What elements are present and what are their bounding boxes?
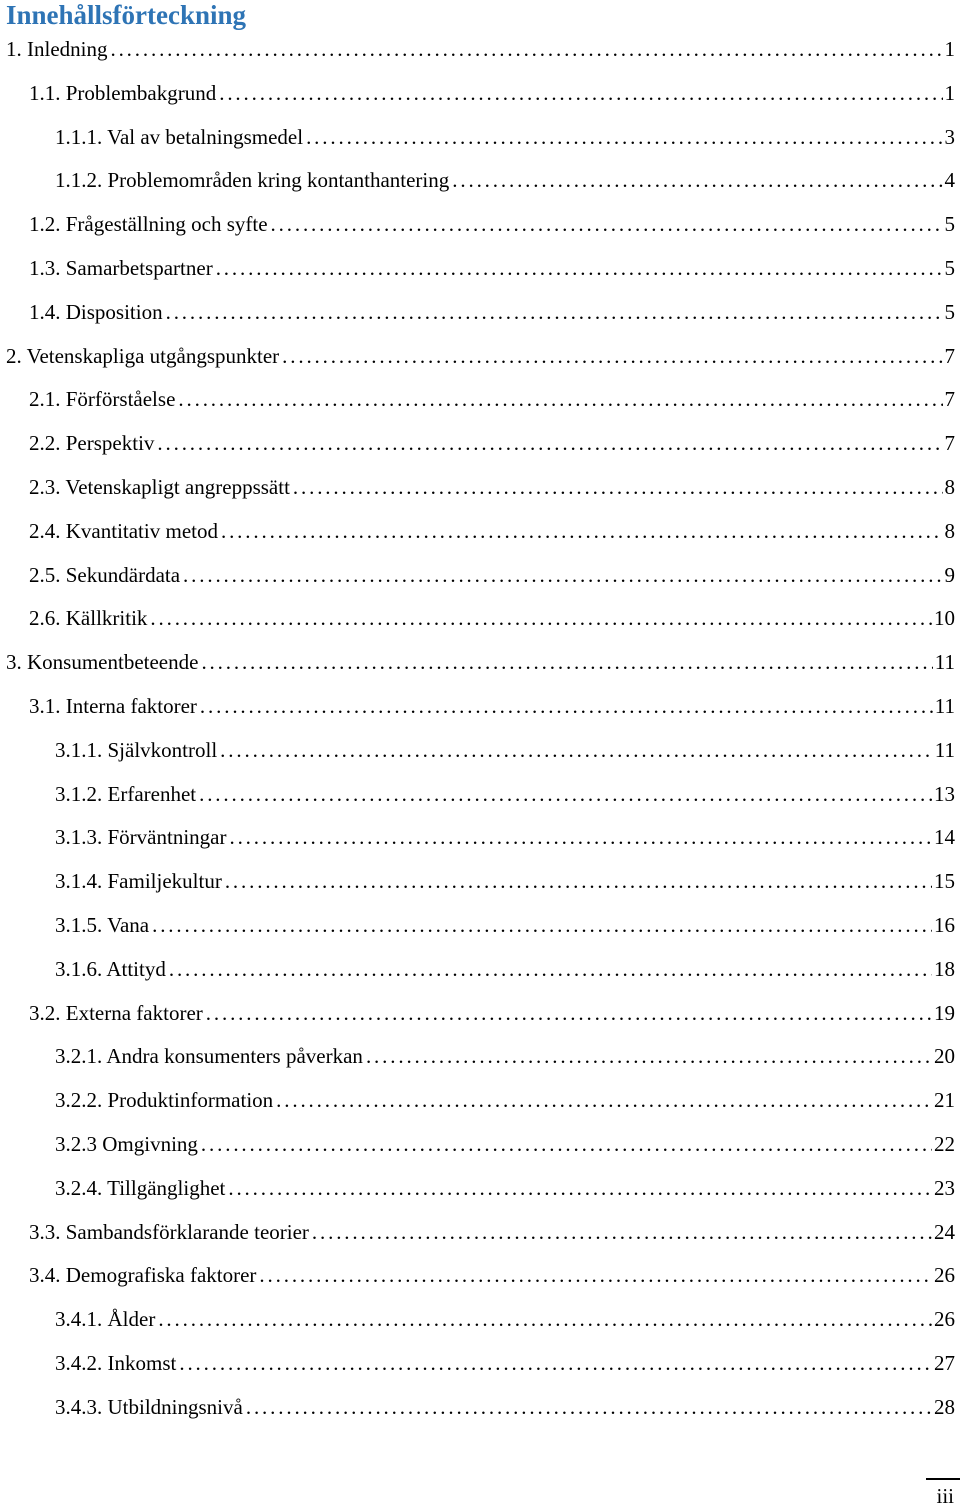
toc-entry-label: 3.2.1. Andra konsumenters påverkan (55, 1044, 363, 1069)
page-title: Innehållsförteckning (6, 0, 247, 30)
toc-dot-leader (229, 820, 932, 854)
toc-entry[interactable] (0, 382, 960, 416)
toc-entry-page: 24 (934, 1219, 955, 1244)
toc-entry[interactable] (0, 163, 960, 197)
toc-entry[interactable] (0, 558, 960, 592)
toc-dot-leader (110, 32, 942, 66)
toc-dot-leader (293, 470, 943, 504)
toc-entry[interactable] (0, 1302, 960, 1336)
toc-entry-page: 27 (934, 1351, 955, 1375)
toc-entry-label: 1.1. Problembakgrund (29, 80, 217, 105)
toc-entry-page: 7 (944, 387, 955, 412)
toc-entry[interactable] (0, 207, 960, 241)
toc-entry-label: 3.1.2. Erfarenhet (55, 781, 197, 806)
toc-entry[interactable] (0, 689, 960, 723)
toc-entry-label: 1.4. Disposition (29, 299, 163, 324)
toc-entry-page: 28 (934, 1394, 955, 1419)
toc-entry-page: 26 (934, 1307, 955, 1332)
toc-entry-label: 1.1.1. Val av betalningsmedel (55, 124, 304, 149)
toc-entry-label: 2.4. Kvantitativ metod (29, 518, 218, 543)
toc-entry-label: 2.5. Sekundärdata (29, 562, 181, 587)
toc-entry[interactable] (0, 514, 960, 548)
toc-entry-label: 3.1.1. Självkontroll (55, 737, 218, 762)
toc-dot-leader (220, 733, 933, 767)
toc-dot-leader (452, 163, 942, 197)
toc-entry[interactable] (0, 426, 960, 460)
toc-dot-leader (166, 295, 943, 329)
toc-entry-page: 1 (944, 37, 955, 61)
toc-entry[interactable] (0, 251, 960, 285)
toc-entry[interactable] (0, 1346, 960, 1380)
toc-dot-leader (276, 1083, 932, 1117)
toc-dot-leader (179, 1346, 932, 1380)
toc-entry-page: 8 (944, 475, 955, 499)
toc-entry[interactable] (0, 1215, 960, 1249)
toc-entry-page: 15 (934, 869, 955, 894)
toc-entry-label: 3.1.6. Attityd (55, 956, 166, 981)
toc-dot-leader (150, 601, 932, 635)
toc-entry-label: 3.1.5. Vana (55, 913, 150, 937)
toc-entry[interactable] (0, 295, 960, 329)
toc-entry[interactable] (0, 1390, 960, 1424)
toc-dot-leader (183, 558, 942, 592)
toc-entry[interactable] (0, 339, 960, 373)
toc-entry[interactable] (0, 952, 960, 986)
toc-entry-label: 2.6. Källkritik (29, 606, 148, 631)
toc-entry[interactable] (0, 996, 960, 1030)
toc-entry-label: 1. Inledning (6, 37, 108, 61)
toc-entry[interactable] (0, 1127, 960, 1161)
toc-entry[interactable] (0, 908, 960, 942)
toc-entry[interactable] (0, 733, 960, 767)
toc-entry-label: 3.3. Sambandsförklarande teorier (29, 1219, 309, 1244)
toc-entry-page: 19 (934, 1000, 955, 1025)
toc-dot-leader (199, 777, 932, 811)
toc-dot-leader (228, 1171, 932, 1205)
toc-entry-label: 2. Vetenskapliga utgångspunkter (6, 343, 280, 368)
toc-entry-label: 3.1. Interna faktorer (29, 694, 197, 718)
toc-dot-leader (219, 76, 942, 110)
toc-entry-page: 26 (934, 1263, 955, 1288)
toc-dot-leader (157, 426, 942, 460)
footer-divider (926, 1478, 960, 1480)
toc-entry-label: 3.2.2. Produktinformation (55, 1088, 274, 1113)
toc-entry-page: 16 (934, 913, 955, 937)
toc-entry-page: 5 (944, 256, 955, 280)
toc-dot-leader (178, 382, 942, 416)
toc-dot-leader (152, 908, 932, 942)
toc-dot-leader (221, 514, 943, 548)
toc-entry-page: 20 (934, 1044, 955, 1069)
toc-entry-label: 3.2.3 Omgivning (55, 1132, 198, 1156)
toc-entry-page: 18 (934, 956, 955, 981)
toc-entry-page: 23 (934, 1175, 955, 1200)
toc-entry-label: 1.2. Frågeställning och syfte (29, 212, 268, 237)
toc-entry-label: 3.1.3. Förväntningar (55, 825, 227, 850)
toc-entry-page: 14 (934, 825, 955, 850)
toc-dot-leader (206, 996, 932, 1030)
toc-entry-page: 1 (944, 80, 955, 105)
toc-entry-page: 4 (944, 168, 955, 193)
toc-entry-label: 3.4.1. Ålder (55, 1307, 156, 1332)
toc-entry-page: 13 (934, 781, 955, 806)
toc-entry-page: 5 (944, 299, 955, 324)
toc-entry-page: 7 (944, 431, 955, 456)
toc-entry-page: 11 (934, 737, 955, 762)
toc-entry-label: 3.4.3. Utbildningsnivå (55, 1394, 243, 1419)
toc-entry-page: 9 (944, 562, 955, 587)
toc-entry[interactable] (0, 1083, 960, 1117)
toc-entry[interactable] (0, 76, 960, 110)
toc-entry-label: 1.3. Samarbetspartner (29, 256, 213, 280)
toc-entry-label: 3. Konsumentbeteende (6, 650, 199, 675)
toc-entry-label: 2.2. Perspektiv (29, 431, 155, 456)
toc-entry-page: 22 (934, 1132, 955, 1156)
toc-dot-leader (200, 689, 933, 723)
toc-dot-leader (306, 120, 942, 154)
toc-entry[interactable] (0, 32, 960, 66)
toc-entry-label: 2.3. Vetenskapligt angreppssätt (29, 475, 290, 499)
toc-entry-label: 3.2. Externa faktorer (29, 1000, 203, 1025)
toc-entry[interactable] (0, 1039, 960, 1073)
toc-entry-page: 5 (944, 212, 955, 237)
toc-entry-label: 3.4.2. Inkomst (55, 1351, 177, 1375)
toc-entry[interactable] (0, 645, 960, 679)
toc-dot-leader (169, 952, 932, 986)
toc-entry[interactable] (0, 1171, 960, 1205)
toc-dot-leader (201, 645, 932, 679)
toc-entry-page: 8 (944, 518, 955, 543)
toc-entry-label: 2.1. Förförståelse (29, 387, 176, 412)
toc-entry-page: 11 (934, 694, 955, 718)
toc-entry-label: 3.2.4. Tillgänglighet (55, 1175, 226, 1200)
toc-dot-leader (225, 864, 932, 898)
toc-dot-leader (271, 207, 943, 241)
toc-dot-leader (366, 1039, 932, 1073)
toc-dot-leader (246, 1390, 932, 1424)
toc-dot-leader (216, 251, 943, 285)
toc-entry-page: 11 (934, 650, 955, 675)
toc-entry[interactable] (0, 864, 960, 898)
toc-entry[interactable] (0, 120, 960, 154)
toc-entry[interactable] (0, 777, 960, 811)
toc-entry[interactable] (0, 820, 960, 854)
toc-entry[interactable] (0, 1258, 960, 1292)
toc-dot-leader (312, 1215, 932, 1249)
toc-dot-leader (282, 339, 942, 373)
toc-entry-page: 7 (944, 343, 955, 368)
toc-dot-leader (158, 1302, 932, 1336)
toc-entry-page: 21 (934, 1088, 955, 1113)
toc-dot-leader (201, 1127, 932, 1161)
toc-entry-page: 10 (934, 606, 955, 631)
toc-dot-leader (259, 1258, 932, 1292)
toc-entry-label: 1.1.2. Problemområden kring kontanthantering (55, 168, 450, 193)
toc-entry[interactable] (0, 470, 960, 504)
toc-entry[interactable] (0, 601, 960, 635)
toc-entry-page: 3 (944, 124, 955, 149)
toc-entry-label: 3.4. Demografiska faktorer (29, 1263, 257, 1288)
toc-entry-label: 3.1.4. Familjekultur (55, 869, 222, 894)
page-number: iii (936, 1484, 954, 1508)
